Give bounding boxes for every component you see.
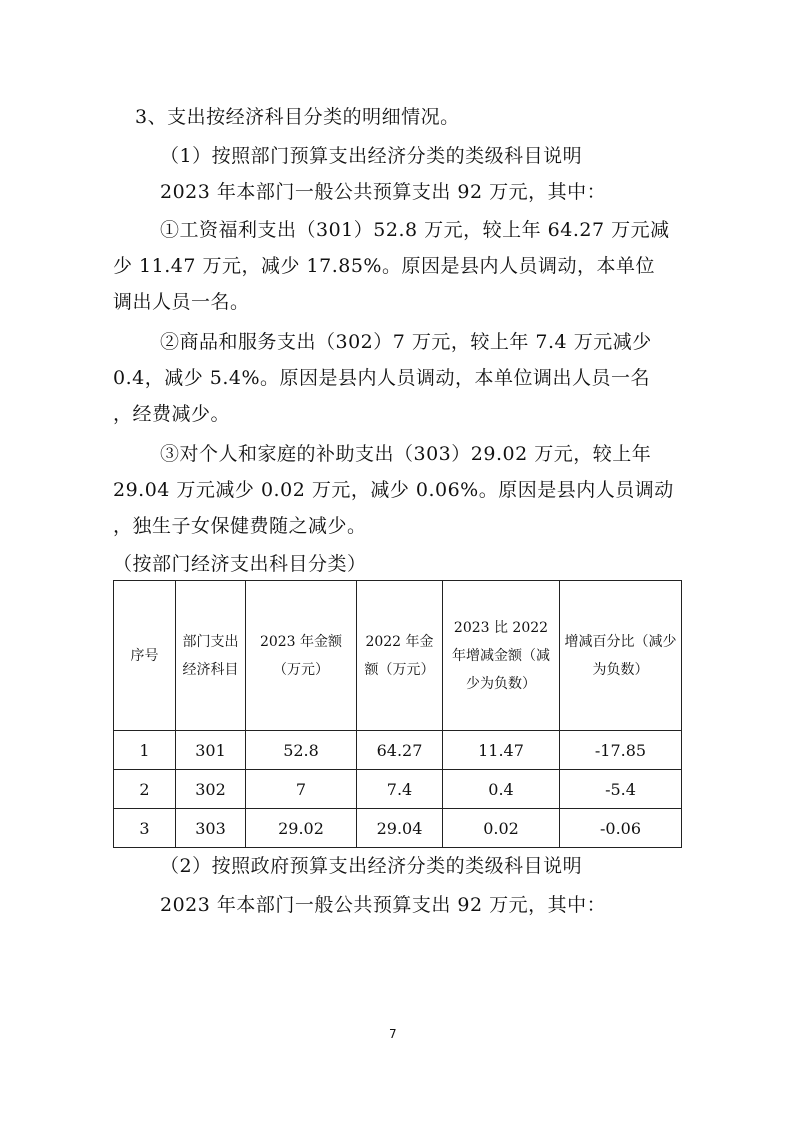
header-2022-amount: 2022 年金额（万元） [357,581,443,731]
paragraph-subheading: （1）按照部门预算支出经济分类的类级科目说明 [160,145,583,167]
header-subject: 部门支出经济科目 [176,581,246,731]
cell-2023-amount: 29.02 [246,809,357,848]
page-number: 7 [389,1027,397,1041]
paragraph-303-line1: ③对个人和家庭的补助支出（303）29.02 万元，较上年 [160,443,652,465]
paragraph-total: 2023 年本部门一般公共预算支出 92 万元，其中： [160,181,607,203]
paragraph-301-line1: ①工资福利支出（301）52.8 万元，较上年 64.27 万元减 [160,219,670,241]
paragraph-303-line3: ，独生子女保健费随之减少。 [113,515,367,537]
cell-change-percent: -5.4 [560,770,682,809]
header-2023-amount: 2023 年金额（万元） [246,581,357,731]
table-row [114,731,682,770]
cell-change-percent: -0.06 [560,809,682,848]
cell-change-amount: 11.47 [443,731,560,770]
cell-subject: 302 [176,770,246,809]
table-header-row [114,581,682,731]
paragraph-302-line2: 0.4，减少 5.4%。原因是县内人员调动，本单位调出人员一名 [113,367,651,389]
table-caption: （按部门经济支出科目分类） [113,553,367,575]
table-row [114,809,682,848]
cell-2022-amount: 29.04 [357,809,443,848]
paragraph-301-line2: 少 11.47 万元，减少 17.85%。原因是县内人员调动，本单位 [113,255,655,277]
header-change-percent: 增减百分比（减少为负数） [560,581,682,731]
cell-subject: 303 [176,809,246,848]
paragraph-gov-subheading: （2）按照政府预算支出经济分类的类级科目说明 [160,855,583,877]
cell-2022-amount: 7.4 [357,770,443,809]
cell-change-amount: 0.02 [443,809,560,848]
table-row [114,770,682,809]
cell-2022-amount: 64.27 [357,731,443,770]
paragraph-301-line3: 调出人员一名。 [113,291,250,313]
paragraph-heading: 3、支出按经济科目分类的明细情况。 [135,106,460,128]
cell-subject: 301 [176,731,246,770]
cell-2023-amount: 52.8 [246,731,357,770]
paragraph-gov-total: 2023 年本部门一般公共预算支出 92 万元，其中： [160,894,607,916]
cell-seq: 1 [114,731,176,770]
cell-seq: 3 [114,809,176,848]
paragraph-302-line3: ，经费减少。 [113,403,231,425]
cell-change-amount: 0.4 [443,770,560,809]
header-seq: 序号 [114,581,176,731]
cell-2023-amount: 7 [246,770,357,809]
header-change-amount: 2023 比 2022 年增减金额（减少为负数） [443,581,560,731]
cell-seq: 2 [114,770,176,809]
expenditure-table [113,580,682,848]
paragraph-303-line2: 29.04 万元减少 0.02 万元，减少 0.06%。原因是县内人员调动 [113,479,674,501]
paragraph-302-line1: ②商品和服务支出（302）7 万元，较上年 7.4 万元减少 [160,331,652,353]
cell-change-percent: -17.85 [560,731,682,770]
